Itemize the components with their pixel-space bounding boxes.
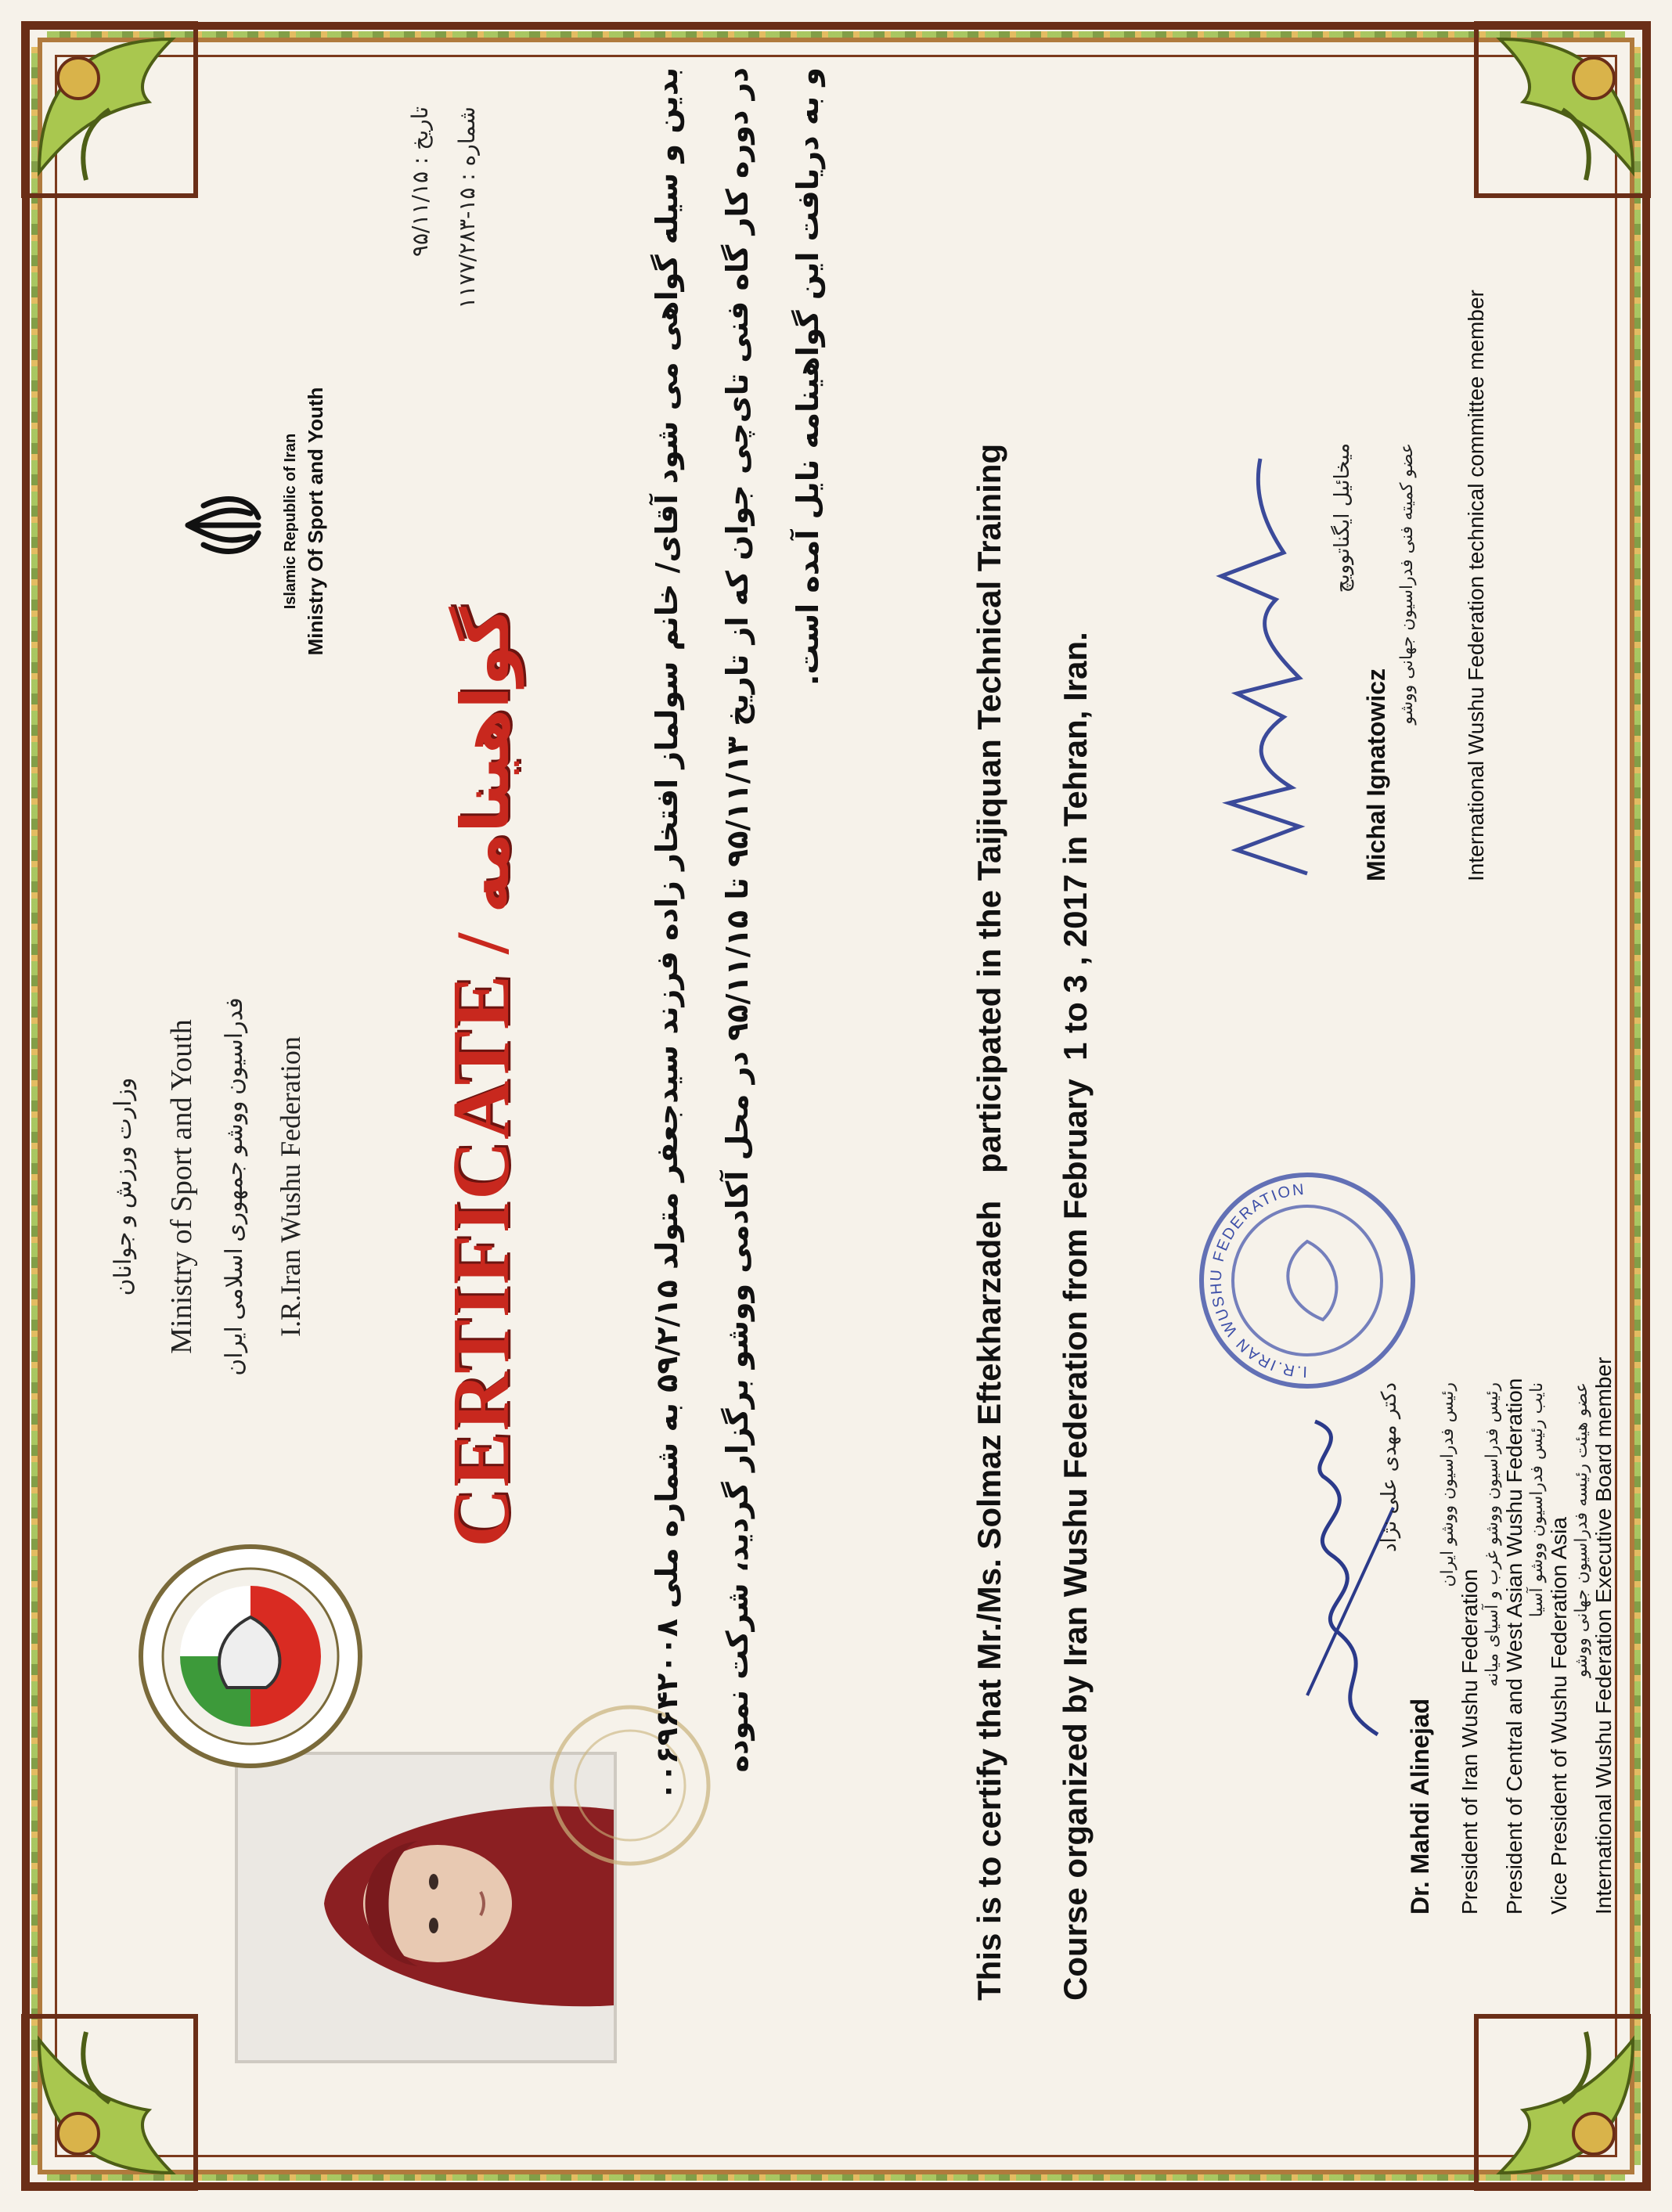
iran-emblem-icon xyxy=(180,482,266,568)
federation-en: I.R.Iran Wushu Federation xyxy=(275,1036,306,1337)
signatory-left-title-en-3: Vice President of Wushu Federation Asia xyxy=(1547,1517,1571,1915)
corner-ornament-bottom-left xyxy=(1468,2008,1656,2196)
certificate-date: تاریخ : ۹۵/۱۱/۱۵ xyxy=(407,106,433,258)
signatory-left-name-fa: دکتر مهدی علی نژاد xyxy=(1378,1382,1401,1553)
corner-ornament-top-left xyxy=(16,2008,204,2196)
title-fa: گواهینامه xyxy=(447,607,524,913)
signatory-right-name-fa: میخائیل ایگناتوویچ xyxy=(1331,443,1354,593)
body-fa-line-1: بدین و سیله گواهی می شود آقای/ خانم سولماز افتخار زاده فرزند سیدجعفر متولد ۵۹/۲/۱۵ به شماره ملی ۰۰۶۹۶۴۲۰۰۸ xyxy=(650,67,684,1800)
signatory-left-title-fa-1: رئیس فدراسیون ووشو ایران xyxy=(1438,1382,1458,1587)
ministry-en: Ministry of Sport and Youth xyxy=(165,1019,198,1354)
federation-fa: فدراسیون ووشو جمهوری اسلامی ایران xyxy=(222,997,247,1376)
stamp-text: I.R.IRAN WUSHU FEDERATION xyxy=(1207,1180,1308,1381)
corner-ornament-bottom-right xyxy=(1468,16,1656,204)
body-fa-line-2: در دوره کار گاه فنی تای‌چی جوان که از تاریخ ۹۵/۱۱/۱۳ تا ۹۵/۱۱/۱۵ در محل آکادمی ووشو برگزار گردید، شرکت نموده xyxy=(720,67,755,1773)
signatory-left-title-fa-2: رئیس فدراسیون ووشو غرب و آسیای میانه xyxy=(1483,1382,1502,1687)
title-separator: / xyxy=(441,932,524,954)
signatory-left-title-en-1: President of Iran Wushu Federation xyxy=(1458,1569,1482,1915)
signatory-left-title-fa-3: نایب رئیس فدراسیون ووشو آسیا xyxy=(1527,1382,1547,1618)
signatory-right-title-fa: عضو کمیته فنی فدراسیون جهانی ووشو xyxy=(1397,443,1417,725)
body-en-line-1: This is to certify that Mr./Ms. Solmaz Eftekharzadeh participated in the Taijiquan Technical Training xyxy=(971,443,1007,2001)
signatory-right-title-en: International Wushu Federation technical committee member xyxy=(1464,290,1488,881)
signatory-right-name-en: Michal Ignatowicz xyxy=(1362,668,1390,881)
federation-logo xyxy=(133,1539,368,1774)
signature-ignatowicz xyxy=(1205,443,1331,881)
emblem-line2: Ministry Of Sport and Youth xyxy=(304,387,327,656)
title-en: CERTIFICATE xyxy=(436,973,526,1547)
emblem-line1: Islamic Republic of Iran xyxy=(282,433,299,610)
signatory-left-title-fa-4: عضو هیئت رئیسه فدراسیون جهانی ووشو xyxy=(1572,1382,1591,1678)
photo-seal-stamp xyxy=(540,1695,720,1875)
body-en-line-2: Course organized by Iran Wushu Federation from February 1 to 3 , 2017 in Tehran, Iran. xyxy=(1057,632,1094,2001)
signatory-left-title-en-4: International Wushu Federation Executive Board member xyxy=(1591,1356,1616,1915)
signatory-left xyxy=(1378,1210,1616,1915)
corner-ornament-top-right xyxy=(16,16,204,204)
signatory-right xyxy=(1331,177,1489,881)
certificate-title xyxy=(434,490,528,1664)
body-fa-line-3: و به دریافت این گواهینامه نایل آمده است. xyxy=(791,67,825,686)
ministry-fa: وزارت ورزش و جوانان xyxy=(110,1077,136,1296)
signatory-left-title-en-2: President of Central and West Asian Wushu Federation xyxy=(1502,1378,1526,1915)
certificate-number: شماره : ۱۵-۱۱۷۷/۲۸۳ xyxy=(454,106,480,309)
signatory-left-name-en: Dr. Mahdi Alinejad xyxy=(1406,1698,1434,1915)
